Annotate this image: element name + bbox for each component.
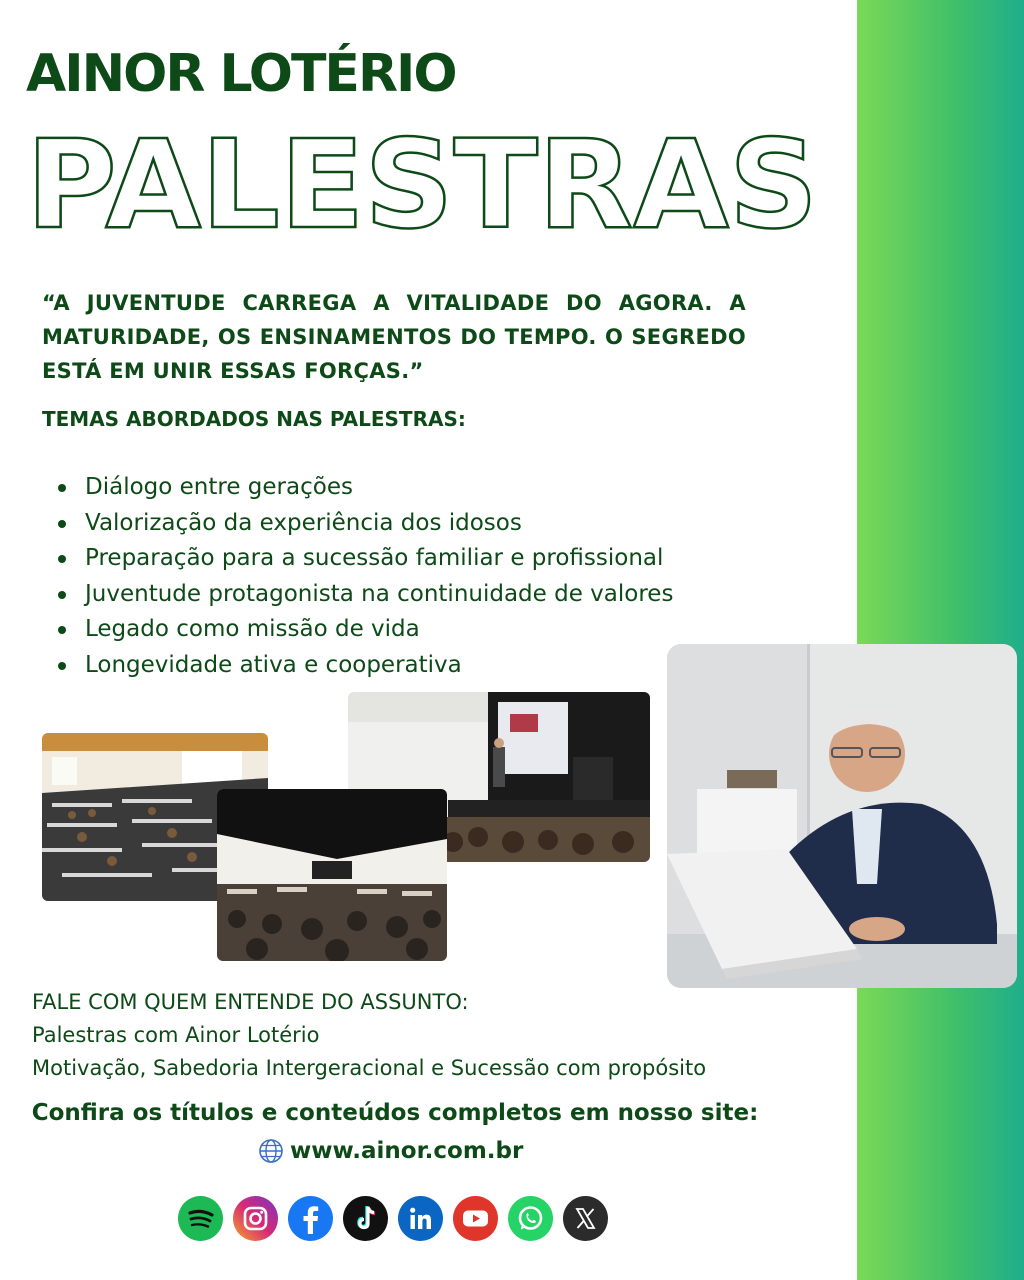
topic-item: Juventude protagonista na continuidade de valores — [58, 577, 673, 613]
quote-text: “A JUVENTUDE CARREGA A VITALIDADE DO AGORA. A MATURIDADE, OS ENSINAMENTOS DO TEMPO. O SEGREDO ESTÁ EM UNIR ESSAS FORÇAS.” — [42, 291, 746, 383]
social-icons — [178, 1196, 608, 1241]
topics-list — [58, 470, 673, 683]
topic-item: Longevidade ativa e cooperativa — [58, 648, 673, 684]
bullet-icon — [58, 555, 66, 563]
speaker-portrait-photo — [667, 644, 1017, 988]
bullet-icon — [58, 591, 66, 599]
topic-item: Preparação para a sucessão familiar e profissional — [58, 541, 673, 577]
contact-tagline: Motivação, Sabedoria Intergeracional e Sucessão com propósito — [32, 1056, 707, 1080]
event-hall-photo — [217, 789, 447, 961]
brand-name: AINOR LOTÉRIO — [26, 44, 456, 104]
website-link[interactable] — [258, 1138, 523, 1164]
topic-item: Legado como missão de vida — [58, 612, 673, 648]
spotify-icon[interactable] — [178, 1196, 223, 1241]
svg-text:PALESTRAS: PALESTRAS — [26, 114, 818, 240]
contact-subtitle: Palestras com Ainor Lotério — [32, 1023, 320, 1047]
topics-heading: TEMAS ABORDADOS NAS PALESTRAS: — [42, 407, 466, 431]
linkedin-icon[interactable] — [398, 1196, 443, 1241]
side-gradient-band — [857, 0, 1024, 1280]
contact-block — [32, 986, 706, 1085]
headline-outline — [24, 110, 824, 240]
contact-heading: FALE COM QUEM ENTENDE DO ASSUNTO: — [32, 990, 469, 1014]
website-url[interactable]: www.ainor.com.br — [290, 1138, 524, 1164]
bullet-icon — [58, 484, 66, 492]
topic-item: Valorização da experiência dos idosos — [58, 506, 673, 542]
tiktok-icon[interactable] — [343, 1196, 388, 1241]
topic-item: Diálogo entre gerações — [58, 470, 673, 506]
bullet-icon — [58, 662, 66, 670]
youtube-icon[interactable] — [453, 1196, 498, 1241]
bullet-icon — [58, 520, 66, 528]
whatsapp-icon[interactable] — [508, 1196, 553, 1241]
facebook-icon[interactable] — [288, 1196, 333, 1241]
x-icon[interactable] — [563, 1196, 608, 1241]
bullet-icon — [58, 626, 66, 634]
globe-icon — [258, 1138, 284, 1164]
instagram-icon[interactable] — [233, 1196, 278, 1241]
cta-text: Confira os títulos e conteúdos completos em nosso site: — [31, 1100, 759, 1126]
